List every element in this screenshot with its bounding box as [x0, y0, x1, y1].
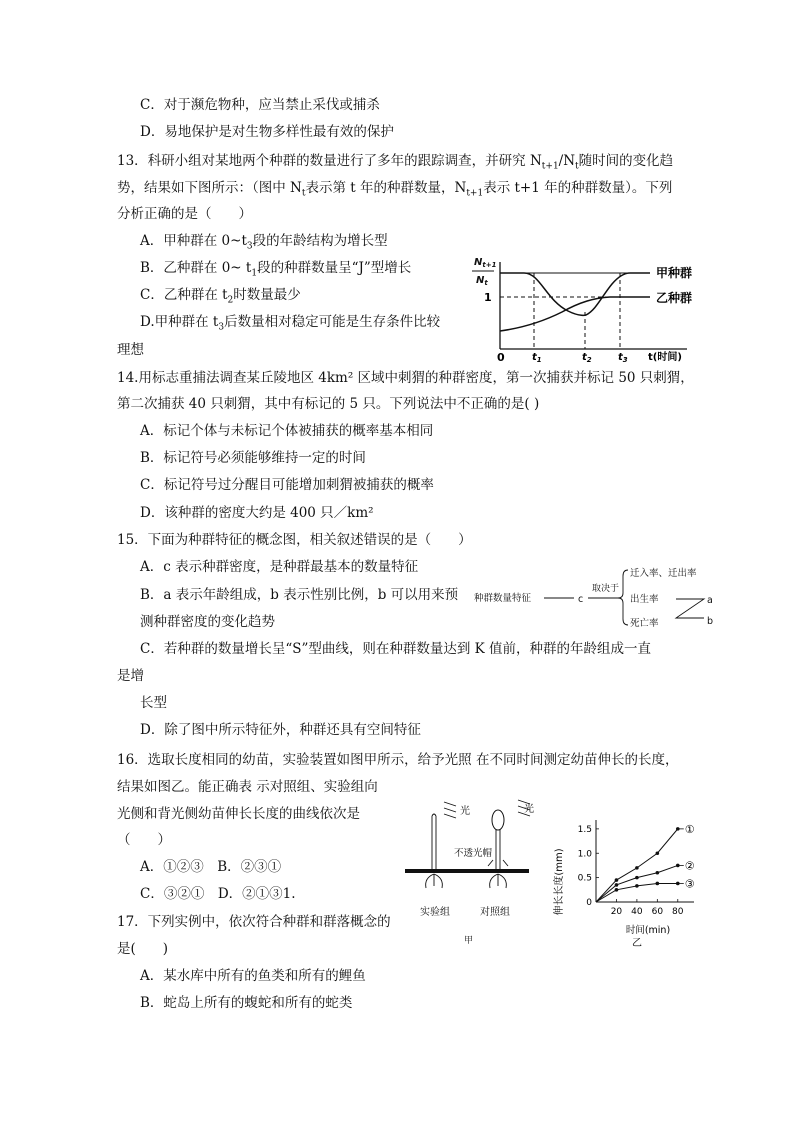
- chart-y-tick-label: 0: [586, 898, 592, 908]
- q13-ylabel-den: $N_t$: [476, 275, 488, 287]
- q15-node-migration: 迁入率、迁出率: [630, 568, 697, 579]
- q15-node-a: a: [707, 595, 713, 606]
- q16-options-ab: A．①②③ B．②③①: [140, 859, 282, 875]
- q15-concept-diagram: [470, 562, 720, 632]
- q12-option-c: C．对于濒危物种，应当禁止采伐或捕杀: [140, 97, 380, 113]
- q14-option-d: D．该种群的密度大约是 400 只／km²: [140, 505, 374, 521]
- q16-light-arrow-1a: [444, 802, 456, 806]
- chart-point: [635, 884, 639, 888]
- q16-cap-pointer: [488, 860, 508, 866]
- q13-option-d-cont: 理想: [117, 342, 144, 358]
- q12-option-d: D．易地保护是对生物多样性最有效的保护: [140, 124, 394, 140]
- chart-x-tick-label: 40: [631, 907, 643, 917]
- q15-node-birthrate: 出生率: [630, 594, 659, 605]
- q14-stem-line1: 14.用标志重捕法调查某丘陵地区 4km² 区域中刺猬的种群密度，第一次捕获并标记 50 只刺猬，: [117, 370, 694, 386]
- q16-seedling-exp: [432, 814, 436, 870]
- chart-x-tick-label: 20: [610, 907, 623, 917]
- q16-chart-ylabel: 伸长长度(mm): [554, 848, 565, 916]
- q15-stem: 15．下面为种群特征的概念图，相关叙述错误的是（ ）: [117, 532, 472, 548]
- q14-option-a: A．标记个体与未标记个体被捕获的概率基本相同: [140, 423, 434, 439]
- q15-zigzag: [676, 599, 704, 618]
- chart-point: [656, 882, 660, 886]
- q16-seedling-ctrl: [496, 828, 500, 870]
- q15-option-a: A．c 表示种群密度，是种群最基本的数量特征: [140, 559, 419, 575]
- q17-stem-line1: 17．下列实例中，依次符合种群和群落概念的: [117, 914, 391, 930]
- q15-depends-label: 取决于: [592, 584, 620, 594]
- q16-options-cd: C．③②① D．②①③1.: [140, 886, 296, 902]
- q13-option-b: B．乙种群在 0~ $t_1$段的种群数量呈“J”型增长: [140, 260, 412, 279]
- q13-population-graph: [462, 250, 722, 366]
- chart-y-tick-label: 1.0: [577, 849, 592, 860]
- chart-point: [615, 888, 619, 892]
- chart-point: [615, 883, 619, 887]
- q16-roots-exp: [426, 874, 443, 888]
- q15-option-b-line1: B．a 表示年龄组成，b 表示性别比例，b 可以用来预: [140, 587, 459, 603]
- q16-cap-label: 不透光帽: [454, 848, 493, 859]
- q17-option-b: B．蛇岛上所有的蝮蛇和所有的蛇类: [140, 995, 353, 1011]
- chart-y-tick-label: 0.5: [577, 873, 592, 884]
- chart-point: [635, 876, 639, 880]
- q15-option-c-line2: 是增: [117, 668, 144, 684]
- q13-x-axis-label: t(时间): [648, 352, 682, 363]
- chart-series-label-1: ①: [684, 822, 695, 836]
- q17-option-a: A．某水库中所有的鱼类和所有的鲤鱼: [140, 968, 366, 984]
- q14-option-b: B．标记符号必须能够维持一定的时间: [140, 450, 366, 466]
- q13-stem-line2: 势，结果如下图所示：（图中 $N_t$表示第 t 年的种群数量，$N_{t+1}$表示 t+1 年的种群数量）。下列: [117, 180, 673, 199]
- q16-exp-group-label: 实验组: [420, 907, 450, 918]
- q16-figure-yi-chart: [552, 812, 732, 947]
- q16-fig-jia-caption: 甲: [464, 936, 474, 946]
- chart-series-label-2: ②: [684, 859, 695, 873]
- chart-x-tick-label: 80: [672, 907, 684, 917]
- q16-light-arrow-1b: [444, 808, 456, 812]
- q16-light-label-1: 光: [460, 806, 470, 817]
- chart-x-tick-label: 60: [651, 907, 664, 917]
- q13-option-d: D.甲种群在 $t_3$后数量相对稳定可能是生存条件比较: [140, 314, 441, 333]
- q15-brace: [618, 570, 628, 625]
- q13-stem-line3: 分析正确的是（ ）: [117, 206, 252, 222]
- q13-series-yi-label: 乙种群: [656, 291, 693, 305]
- q13-t1-label: $t_1$: [532, 352, 542, 364]
- q15-option-b-line2: 测种群密度的变化趋势: [140, 614, 275, 630]
- q17-stem-line2: 是( ): [117, 941, 169, 957]
- q13-series-jia-label: 甲种群: [656, 266, 693, 280]
- q13-stem-line1: 13．科研小组对某地两个种群的数量进行了多年的跟踪调查，并研究 $N_{t+1}/N_t$随时间的变化趋: [117, 153, 674, 172]
- q13-option-a: A．甲种群在 $0\sim t_3$段的年龄结构为增长型: [140, 233, 388, 252]
- chart-point: [615, 878, 619, 882]
- q15-option-c-line3: 长型: [140, 695, 167, 711]
- chart-point: [656, 851, 660, 855]
- q15-node-deathrate: 死亡率: [630, 618, 659, 629]
- q16-opaque-cap: [492, 810, 504, 830]
- q15-root-node: 种群数量特征: [474, 593, 532, 604]
- chart-series-label-3: ③: [684, 877, 695, 891]
- chart-y-tick-label: 1.5: [577, 824, 592, 835]
- q16-chart-xlabel: 时间(min): [625, 925, 671, 936]
- q13-ylabel-num: $N_{t+1}$: [474, 257, 497, 269]
- q15-option-d: D．除了图中所示特征外，种群还具有空间特征: [140, 722, 421, 738]
- q15-node-b: b: [707, 616, 714, 627]
- q16-ctrl-group-label: 对照组: [480, 907, 510, 918]
- q16-chart-caption: 乙: [632, 938, 642, 949]
- q15-node-c: c: [578, 594, 584, 605]
- q16-light-arrow-1c: [444, 814, 456, 818]
- q15-option-c-line1: C．若种群的数量增长呈“S”型曲线，则在种群数量达到 K 值前，种群的年龄组成一直: [140, 641, 652, 657]
- q14-stem-line2: 第二次捕获 40 只刺猬，其中有标记的 5 只。下列说法中不正确的是( ): [117, 396, 540, 412]
- chart-series-line-1: [596, 829, 678, 902]
- q16-stem-line4: （ ）: [117, 832, 171, 848]
- q13-t2-label: $t_2$: [582, 352, 592, 364]
- q16-stem-line3: 光侧和背光侧幼苗伸长长度的曲线依次是: [117, 806, 360, 822]
- q16-light-label-2: 光: [524, 804, 534, 815]
- q13-origin-label: 0: [497, 351, 505, 364]
- q16-ground-bar: [405, 869, 529, 873]
- chart-point: [656, 871, 660, 875]
- q16-figure-jia: [402, 800, 532, 948]
- q13-curve-jia: [500, 273, 650, 315]
- q14-option-c: C．标记符号过分醒目可能增加刺猬被捕获的概率: [140, 477, 434, 493]
- q16-stem-line2: 结果如图乙。能正确表 示对照组、实验组向: [117, 779, 378, 795]
- q13-y-one-label: 1: [484, 291, 492, 304]
- q16-stem-line1: 16．选取长度相同的幼苗，实验装置如图甲所示，给予光照 在不同时间测定幼苗伸长的长度，: [117, 752, 679, 768]
- q13-t3-label: $t_3$: [618, 352, 628, 364]
- q13-option-c: C．乙种群在 $t_2$时数量最少: [140, 287, 301, 306]
- q16-roots-ctrl: [490, 874, 507, 888]
- chart-point: [635, 866, 639, 870]
